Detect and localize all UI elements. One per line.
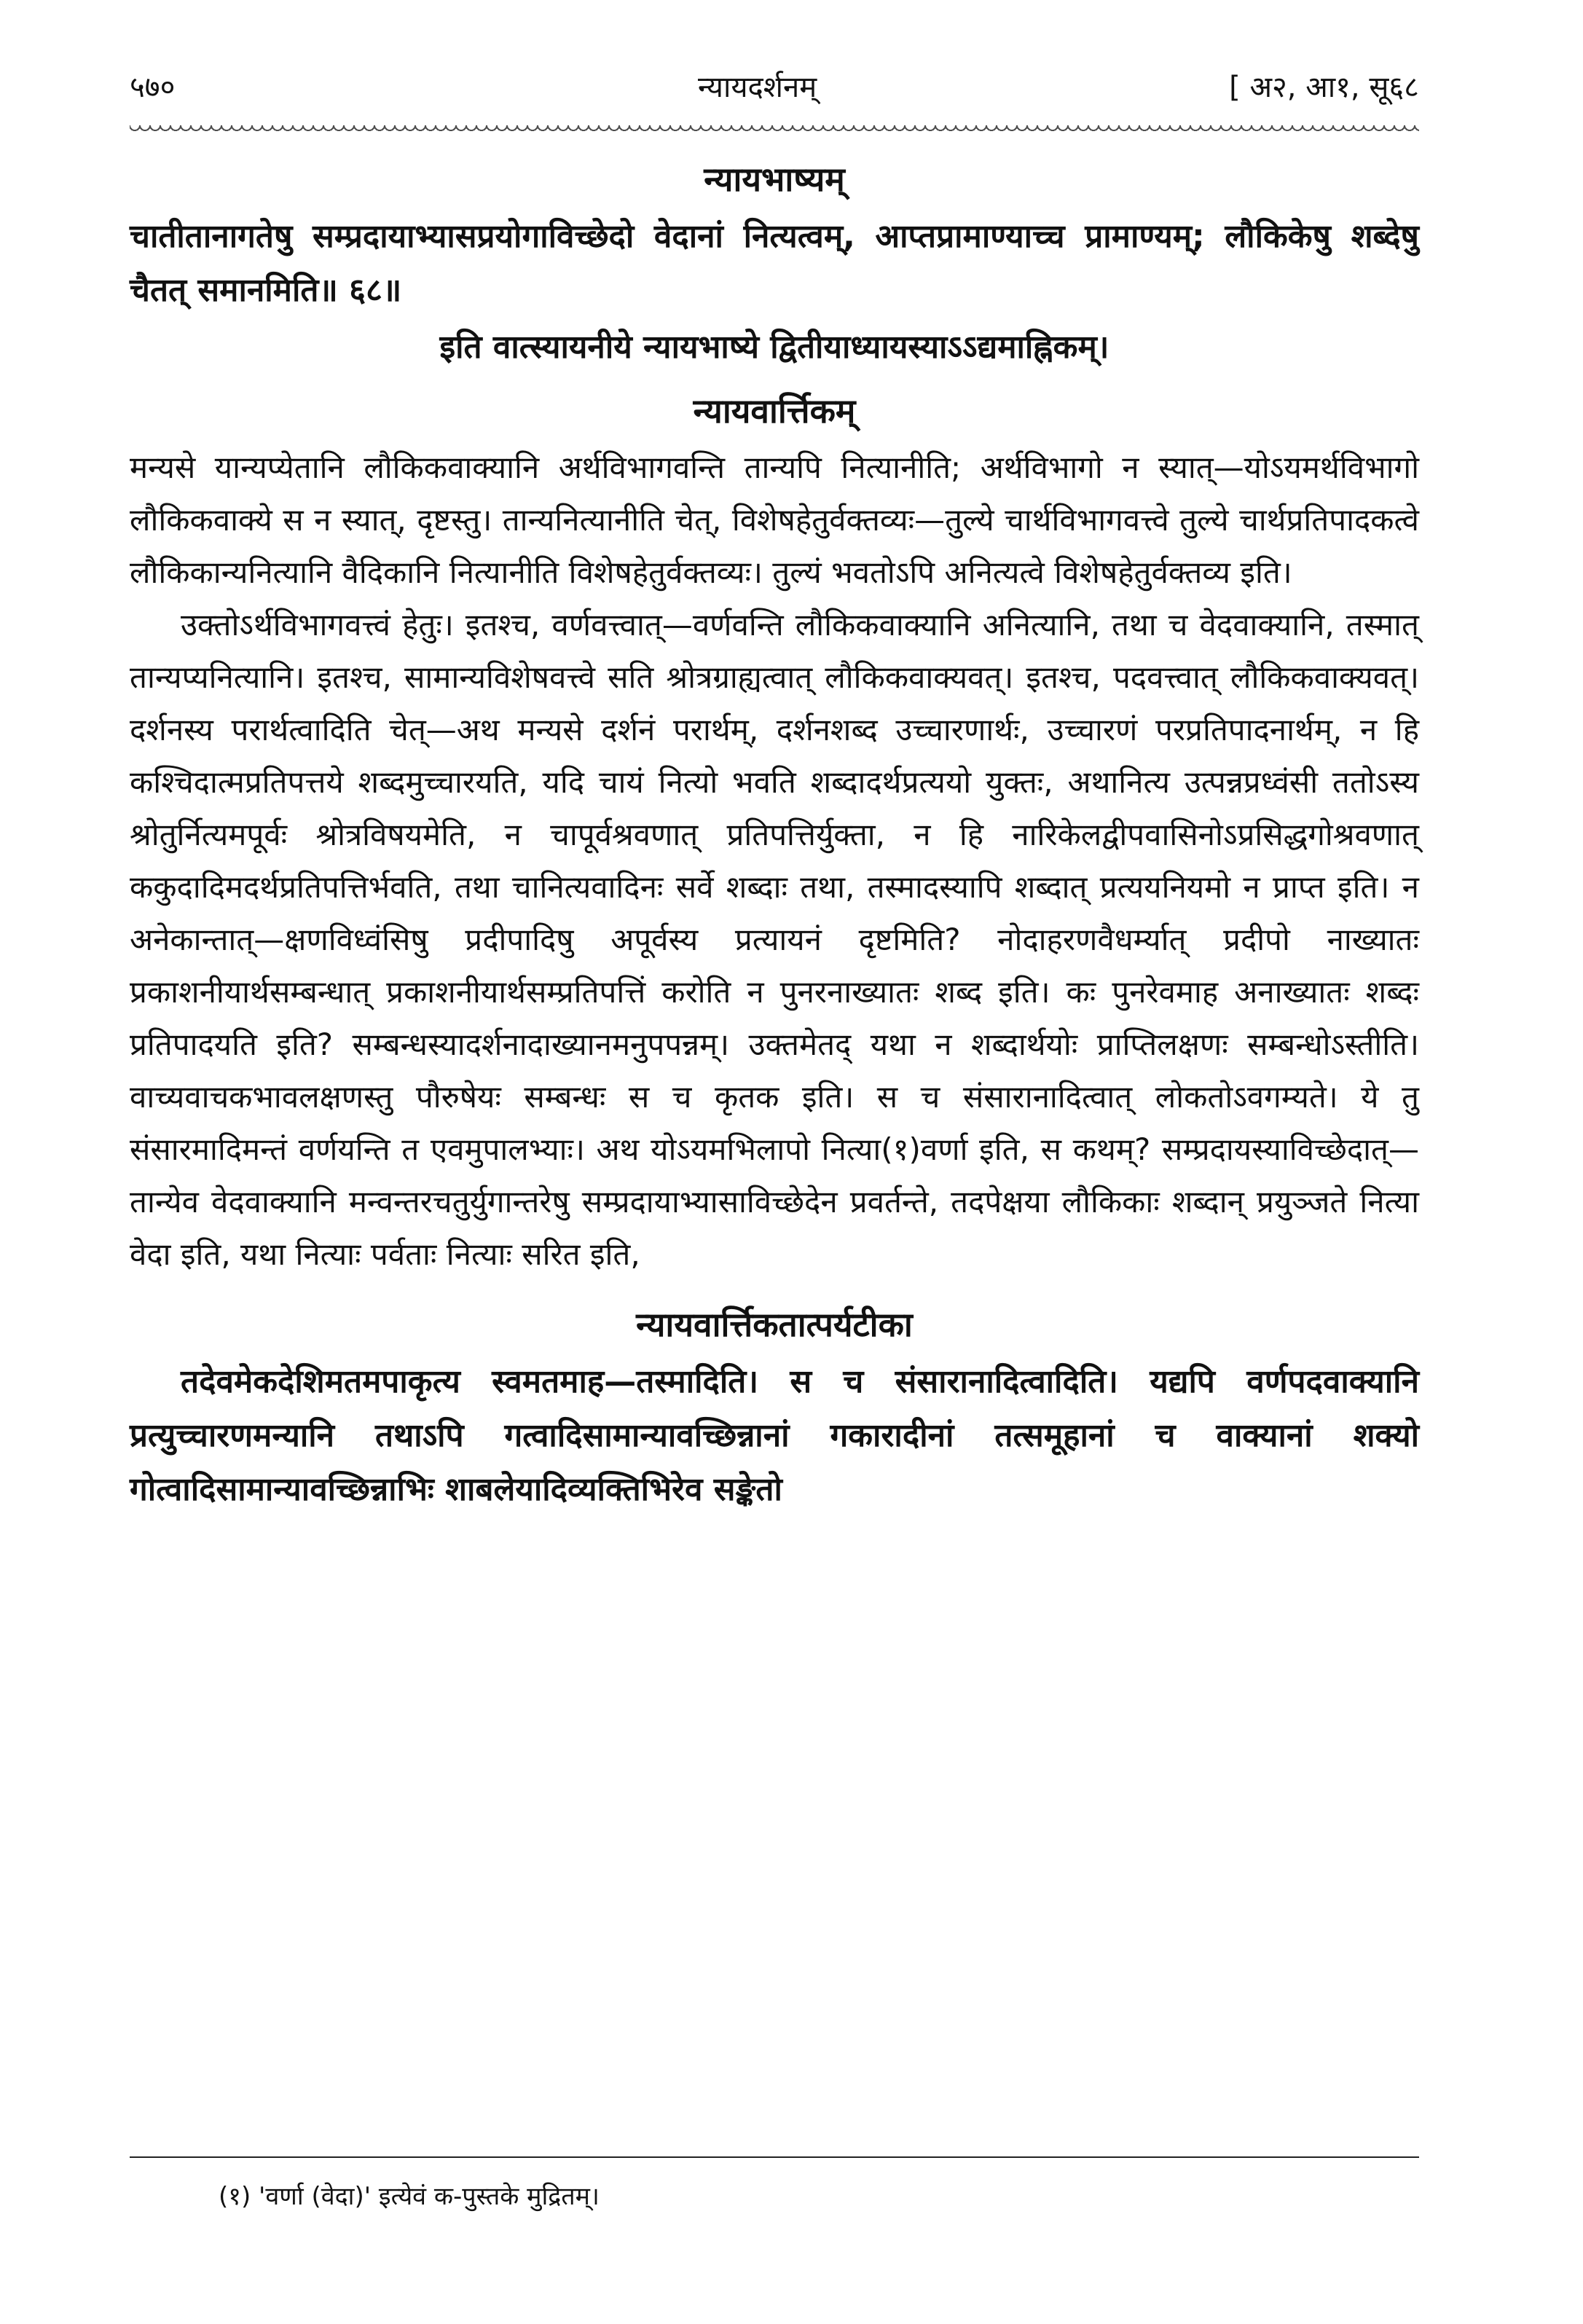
page [130, 66, 1419, 1517]
chapter-colophon: इति वात्स्यायनीये न्यायभाष्ये द्वितीयाध्यायस्याऽऽद्यमाह्निकम्। [439, 329, 1109, 366]
book-title: न्यायदर्शनम् [698, 71, 817, 104]
vartika-paragraph-2: उक्तोऽर्थविभागवत्त्वं हेतुः। इतश्च, वर्णवत्त्वात्—वर्णवन्ति लौकिकवाक्यानि अनित्यानि, तथा च वेदवाक्यानि, तस्मात् तान्यप्यनित्यानि। इतश्च, सामान्यविशेषवत्त्वे सति श्रोत्रग्राह्यत्वात् लौकिकवाक्यवत्। इतश्च, पदवत्त्वात् लौकिकवाक्यवत्। दर्शनस्य परार्थत्वादिति चेत्—अथ मन्यसे दर्शनं परार्थम्, दर्शनशब्द उच्चारणार्थः, उच्चारणं परप्रतिपादनार्थम्, न हि कश्चिदात्मप्रतिपत्तये शब्दमुच्चारयति, यदि चायं नित्यो भवति शब्दादर्थप्रत्ययो युक्तः, अथानित्य उत्पन्नप्रध्वंसी ततोऽस्य श्रोतुर्नित्यमपूर्वः श्रोत्रविषयमेति, न चापूर्वश्रवणात् प्रतिपत्तिर्युक्ता, न हि नारिकेलद्वीपवासिनोऽप्रसिद्धगोश्रवणात् ककुदादिमदर्थप्रतिपत्तिर्भवति, तथा चानित्यवादिनः सर्वे शब्दाः तथा, तस्मादस्यापि शब्दात् प्रत्ययनियमो न प्राप्त इति। न अनेकान्तात्—क्षणविध्वंसिषु प्रदीपादिषु अपूर्वस्य प्रत्यायनं दृष्टमिति? नोदाहरणवैधर्म्यात् प्रदीपो नाख्यातः प्रकाशनीयार्थसम्बन्धात् प्रकाशनीयार्थसम्प्रतिपत्तिं करोति न पुनरनाख्यातः शब्द इति। कः पुनरेवमाह अनाख्यातः शब्दः प्रतिपादयति इति? सम्बन्धस्यादर्शनादाख्यानमनुपपन्नम्। उक्तमेतद् यथा न शब्दार्थयोः प्राप्तिलक्षणः सम्बन्धोऽस्तीति। वाच्यवाचकभावलक्षणस्तु पौरुषेयः सम्बन्धः स च कृतक इति। स च संसारानादित्वात् लोकतोऽवगम्यते। ये तु संसारमादिमन्तं वर्णयन्ति त एवमुपालभ्याः। अथ योऽयमभिलापो नित्या(१)वर्णा इति, स कथम्? सम्प्रदायस्याविच्छेदात्—तान्येव वेदवाक्यानि मन्वन्तरचतुर्युगान्तरेषु सम्प्रदायाभ्यासाविच्छेदेन प्रवर्तन्ते, तदपेक्षया लौकिकाः शब्दान् प्रयुञ्जते नित्या वेदा इति, यथा नित्याः पर्वताः नित्याः सरित इति, [130, 607, 1419, 1272]
bhashya-text: चातीतानागतेषु सम्प्रदायाभ्यासप्रयोगाविच्छेदो वेदानां नित्यत्वम्, आप्तप्रामाण्याच्च प्रामाण्यम्; लौकिकेषु शब्देषु चैतत् समानमिति॥ ६८॥ [130, 218, 1419, 309]
vartika-paragraph-1: मन्यसे यान्यप्येतानि लौकिकवाक्यानि अर्थविभागवन्ति तान्यपि नित्यानीति; अर्थविभागो न स्यात्—योऽयमर्थविभागो लौकिकवाक्ये स न स्यात्, दृष्टस्तु। तान्यनित्यानीति चेत्, विशेषहेतुर्वक्तव्यः—तुल्ये चार्थविभागवत्त्वे तुल्ये चार्थप्रतिपादकत्वे लौकिकान्यनित्यानि वैदिकानि नित्यानीति विशेषहेतुर्वक्तव्यः। तुल्यं भवतोऽपि अनित्यत्वे विशेषहेतुर्वक्तव्य इति। [130, 450, 1419, 590]
footnote-rule [130, 2156, 1419, 2158]
running-header [130, 66, 1419, 118]
tika-text: तदेवमेकदेशिमतमपाकृत्य स्वमतमाह—तस्मादिति। स च संसारानादित्वादिति। यद्यपि वर्णपदवाक्यानि प्रत्युच्चारणमन्यानि तथाऽपि गत्वादिसामान्यावच्छिन्नानां गकारादीनां तत्समूहानां च वाक्यानां शक्यो गोत्वादिसामान्यावच्छिन्नाभिः शाबलेयादिव्यक्तिभिरेव सङ्केतो [130, 1363, 1419, 1508]
header-divider [130, 125, 1419, 136]
vartika-heading: न्यायवार्त्तिकम् [693, 391, 856, 431]
page-number: ५७० [130, 71, 176, 104]
bhashya-heading: न्यायभाष्यम् [704, 160, 845, 199]
tika-heading: न्यायवार्त्तिकतात्पर्यटीका [636, 1305, 913, 1344]
section-reference: [ अ२, आ१, सू६८ [1229, 71, 1419, 104]
footnote: (१) 'वर्णा (वेदा)' इत्येवं क-पुस्तके मुद्रितम्। [219, 2182, 600, 2211]
